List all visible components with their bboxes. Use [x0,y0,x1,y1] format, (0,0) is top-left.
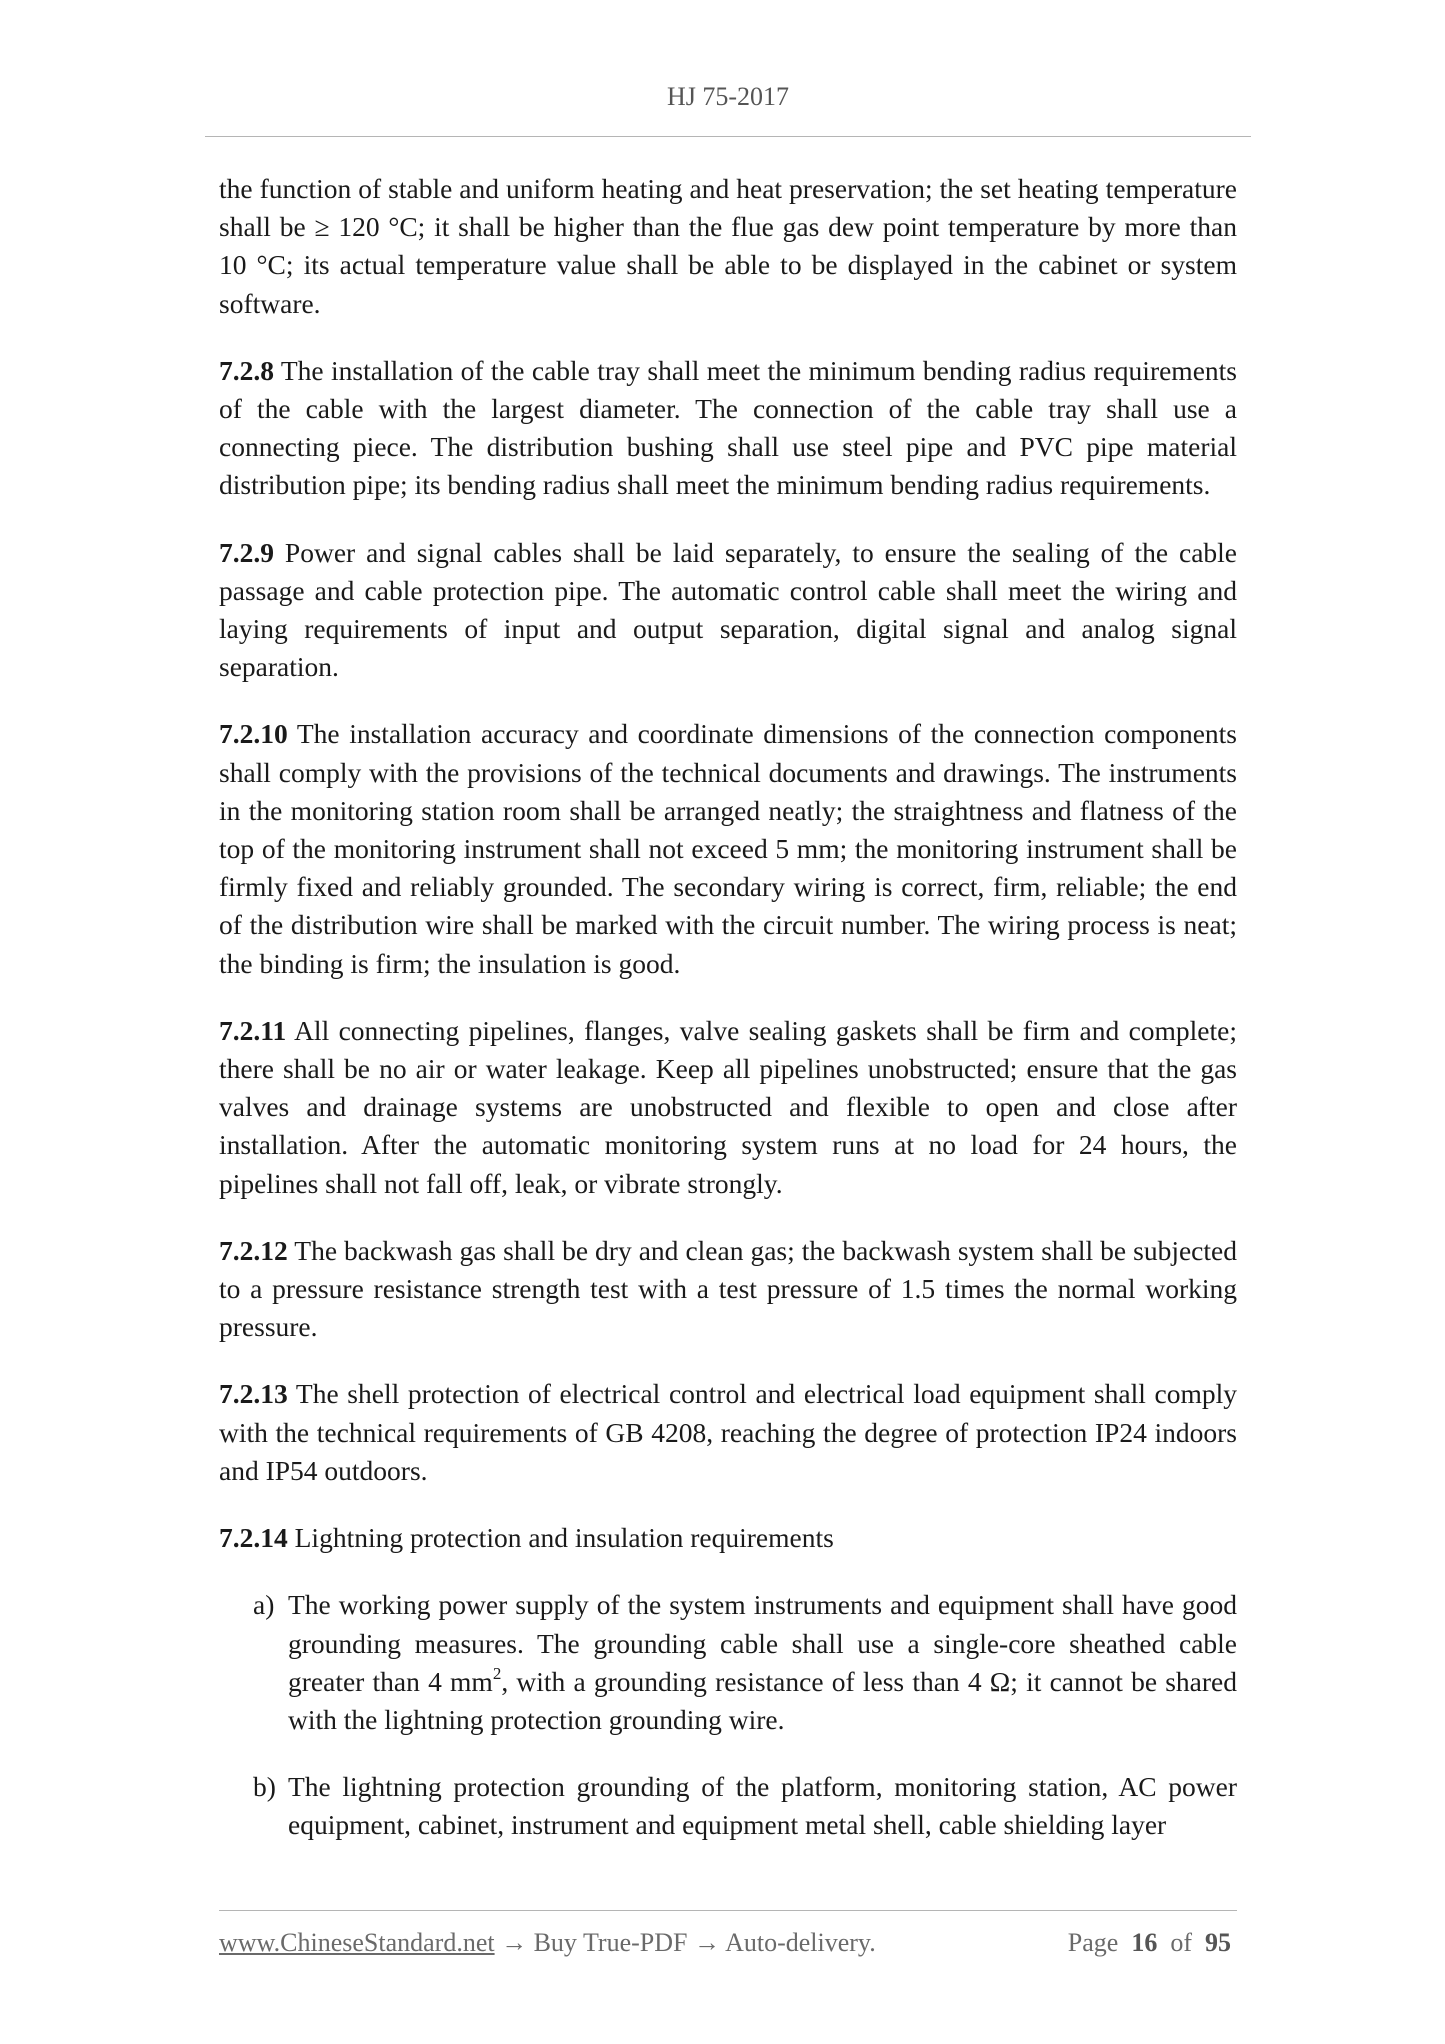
footer-divider [219,1910,1237,1911]
clause-number: 7.2.10 [219,718,288,750]
clause-7-2-10 [219,715,1237,982]
clause-number: 7.2.14 [219,1522,288,1554]
superscript: 2 [492,1663,502,1683]
page-label: Page [1067,1928,1119,1957]
clause-text: The installation accuracy and coordinate dimensions of the connection components shall comply with the provisions of the technical documents and drawings. The instruments in the monitoring station room shall be arranged neatly; the straightness and flatness of the top of the monitoring instrument shall not exceed 5 mm; the monitoring instrument shall be firmly fixed and reliably grounded. The secondary wiring is correct, firm, reliable; the end of the distribution wire shall be marked with the circuit number. The wiring process is neat; the binding is firm; the insulation is good. [219,718,1237,979]
arrow-icon: → [501,1928,528,1957]
page-body [219,170,1237,1874]
current-page: 16 [1131,1928,1158,1957]
clause-text: The installation of the cable tray shall meet the minimum bending radius requirements of the cable with the largest diameter. The connection of the cable tray shall use a connecting piece. The distribution bushing shall use steel pipe and PVC pipe material distribution pipe; its bending radius shall meet the minimum bending radius requirements. [219,354,1237,501]
clause-number: 7.2.13 [219,1378,288,1410]
list-text-continued: , with a grounding resistance of less than 4 Ω; it cannot be shared with the lightning protection grounding wire. [288,1665,1238,1735]
site-link[interactable]: www.ChineseStandard.net [219,1928,495,1957]
delivery-text: Auto-delivery. [725,1928,876,1957]
clause-number: 7.2.9 [219,536,274,568]
clause-text: Power and signal cables shall be laid separately, to ensure the sealing of the cable passage and cable protection pipe. The automatic control cable shall meet the wiring and laying requirements of input and output separation, digital signal and analog signal separation. [219,536,1237,683]
clause-7-2-12 [219,1232,1237,1347]
clause-7-2-9 [219,534,1237,687]
paragraph-continuation [219,170,1237,323]
clause-7-2-14 [219,1519,1237,1557]
list-text: The working power supply of the system instruments and equipment shall have good grounding measures. The grounding cable shall use a single-core sheathed cable greater than 4 mm [288,1589,1237,1697]
clause-text: Lightning protection and insulation requirements [287,1522,834,1554]
list-text: The lightning protection grounding of the platform, monitoring station, AC power equipment, cabinet, instrument and equipment metal shell, cable shielding layer [288,1771,1237,1841]
clause-number: 7.2.8 [219,354,274,386]
page-number [1068,1928,1231,1958]
of-label: of [1170,1928,1192,1957]
buy-text: Buy True-PDF [533,1928,688,1957]
clause-7-2-13 [219,1375,1237,1490]
footer-promo [219,1928,876,1958]
list-marker: b) [253,1771,276,1803]
arrow-icon: → [694,1928,720,1957]
list-item-a [219,1586,1237,1739]
clause-number: 7.2.11 [219,1014,287,1046]
list-item-b [219,1768,1237,1844]
running-header: HJ 75-2017 [666,82,790,111]
clause-text: All connecting pipelines, flanges, valve sealing gaskets shall be firm and complete; there shall be no air or water leakage. Keep all pipelines unobstructed; ensure that the gas valves and drainage systems are unobstructed and flexible to open and close after installation. After the automatic monitoring system runs at no load for 24 hours, the pipelines shall not fall off, leak, or vibrate strongly. [219,1014,1237,1199]
clause-7-2-11 [219,1012,1237,1203]
list-marker: a) [253,1589,275,1621]
header-divider [205,136,1251,137]
total-pages: 95 [1205,1928,1231,1957]
clause-7-2-8 [219,352,1237,505]
paragraph-text: the function of stable and uniform heating and heat preservation; the set heating temperature shall be ≥ 120 °C; it shall be higher than the flue gas dew point temperature by more than 10 °C; its actual temperature value shall be able to be displayed in the cabinet or system software. [219,173,1237,319]
clause-text: The shell protection of electrical control and electrical load equipment shall comply with the technical requirements of GB 4208, reaching the degree of protection IP24 indoors and IP54 outdoors. [219,1378,1237,1486]
clause-number: 7.2.12 [219,1234,288,1266]
clause-text: The backwash gas shall be dry and clean gas; the backwash system shall be subjected to a pressure resistance strength test with a test pressure of 1.5 times the normal working pressure. [219,1234,1237,1343]
